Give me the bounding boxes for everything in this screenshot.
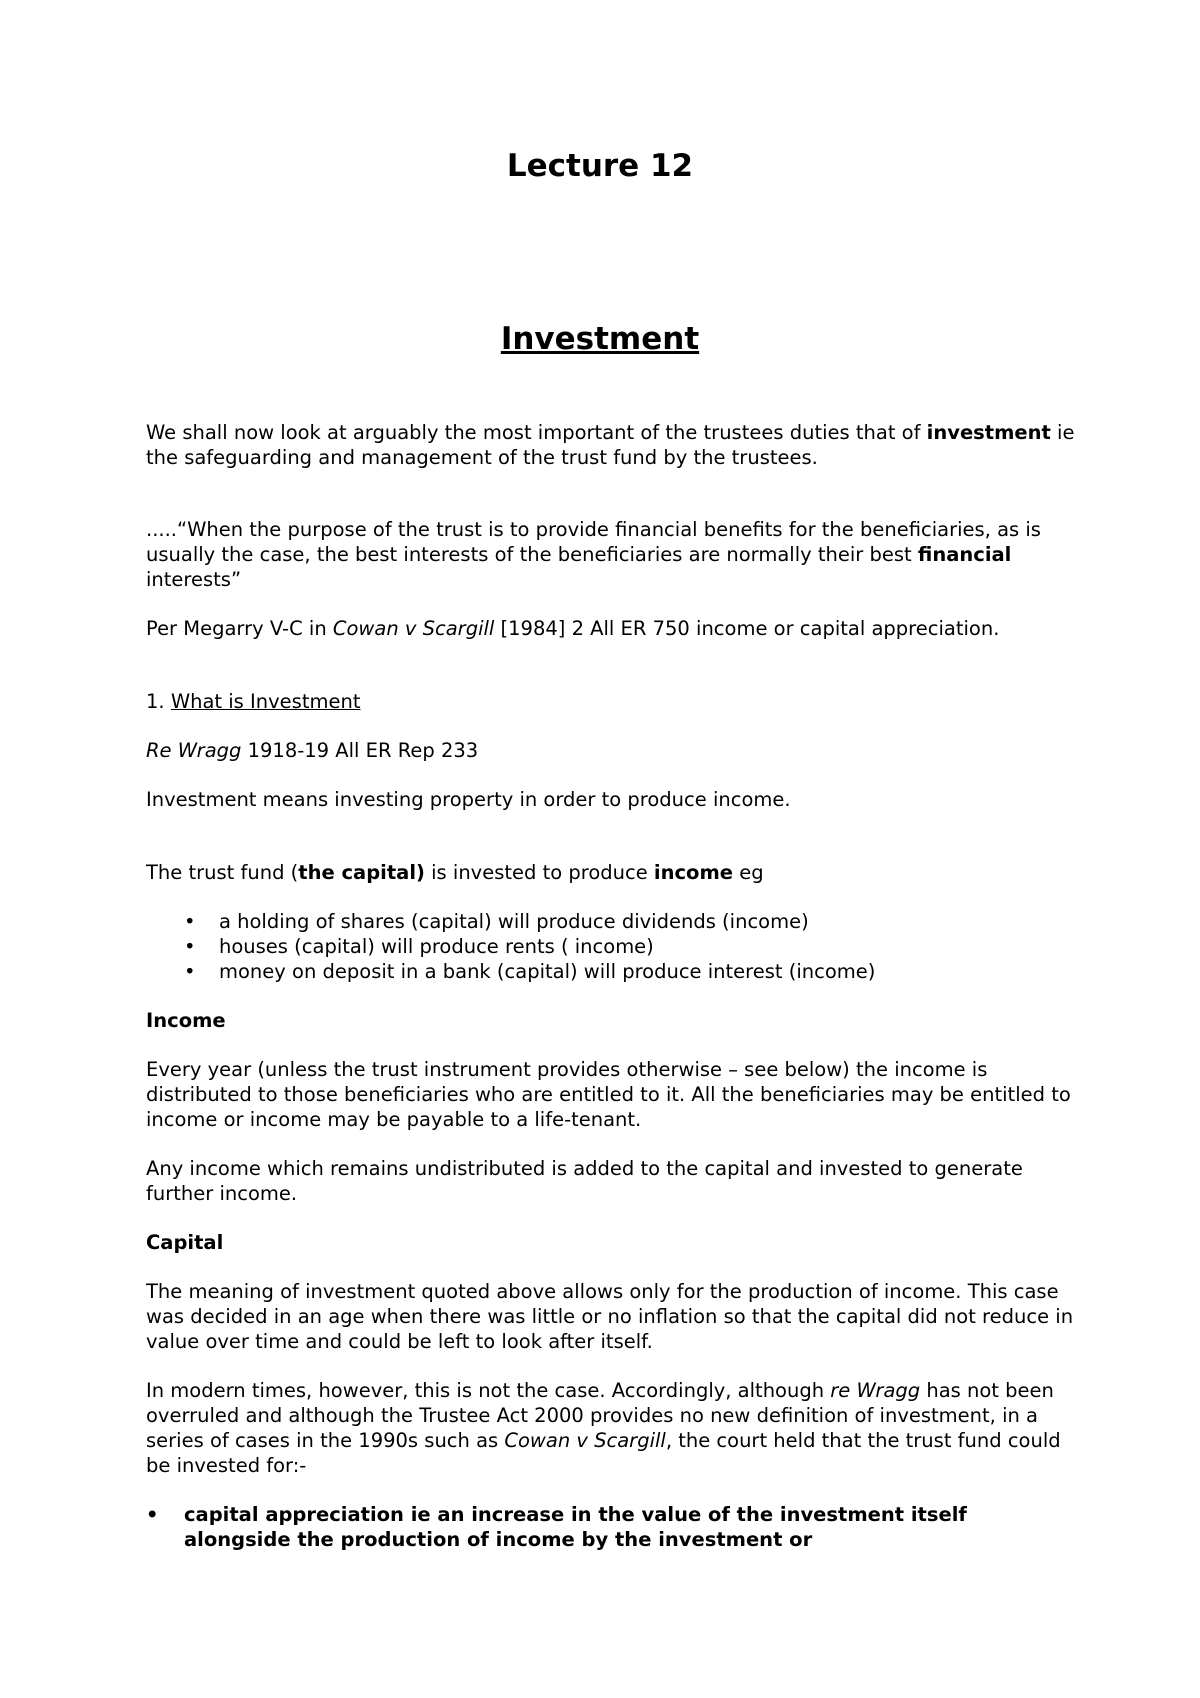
capital-heading: Capital: [146, 1231, 224, 1254]
list-item: • capital appreciation ie an increase in the value of the investment itself alongside the production of income by the investment or: [146, 1502, 1076, 1552]
list-item: • money on deposit in a bank (capital) will produce interest (income): [146, 959, 1076, 984]
section-heading: 1. What is Investment: [146, 690, 361, 713]
capital-paragraph-2: In modern times, however, this is not the case. Accordingly, although re Wragg has not been overruled and although the Trustee Act 2000 provides no new definition of investment, in a series of cases in the 1990s such as Cowan v Scargill, the court held that the trust fund could be invested for:-: [146, 1379, 1061, 1477]
income-paragraph-1: Every year (unless the trust instrument provides otherwise – see below) the income is distributed to those beneficiaries who are entitled to it. All the beneficiaries may be entitled to income or income may be payable to a life-tenant.: [146, 1058, 1071, 1131]
appreciation-list: [146, 1502, 1076, 1552]
lecture-title: Lecture 12: [506, 148, 694, 184]
quote-paragraph: .....“When the purpose of the trust is to provide financial benefits for the beneficiaries, as is usually the case, the best interests of the beneficiaries are normally their best financial interests”: [146, 518, 1041, 591]
intro-paragraph: We shall now look at arguably the most important of the trustees duties that of investment ie the safeguarding and management of the trust fund by the trustees.: [146, 421, 1075, 469]
case-reference: Re Wragg 1918-19 All ER Rep 233: [146, 739, 479, 762]
definition-paragraph: Investment means investing property in order to produce income.: [146, 788, 791, 811]
income-paragraph-2: Any income which remains undistributed is added to the capital and invested to generate further income.: [146, 1157, 1023, 1205]
examples-list: [146, 909, 1076, 984]
list-item: • houses (capital) will produce rents ( income): [146, 934, 1076, 959]
list-item: • a holding of shares (capital) will produce dividends (income): [146, 909, 1076, 934]
document-body: [146, 420, 1076, 1552]
income-heading: Income: [146, 1009, 226, 1032]
citation-paragraph: Per Megarry V-C in Cowan v Scargill [1984] 2 All ER 750 income or capital appreciation.: [146, 617, 1000, 640]
page-title: Investment: [500, 321, 700, 357]
capital-paragraph-1: The meaning of investment quoted above allows only for the production of income. This case was decided in an age when there was little or no inflation so that the capital did not reduce in value over time and could be left to look after itself.: [146, 1280, 1074, 1353]
trust-fund-paragraph: The trust fund (the capital) is invested to produce income eg: [146, 861, 764, 884]
